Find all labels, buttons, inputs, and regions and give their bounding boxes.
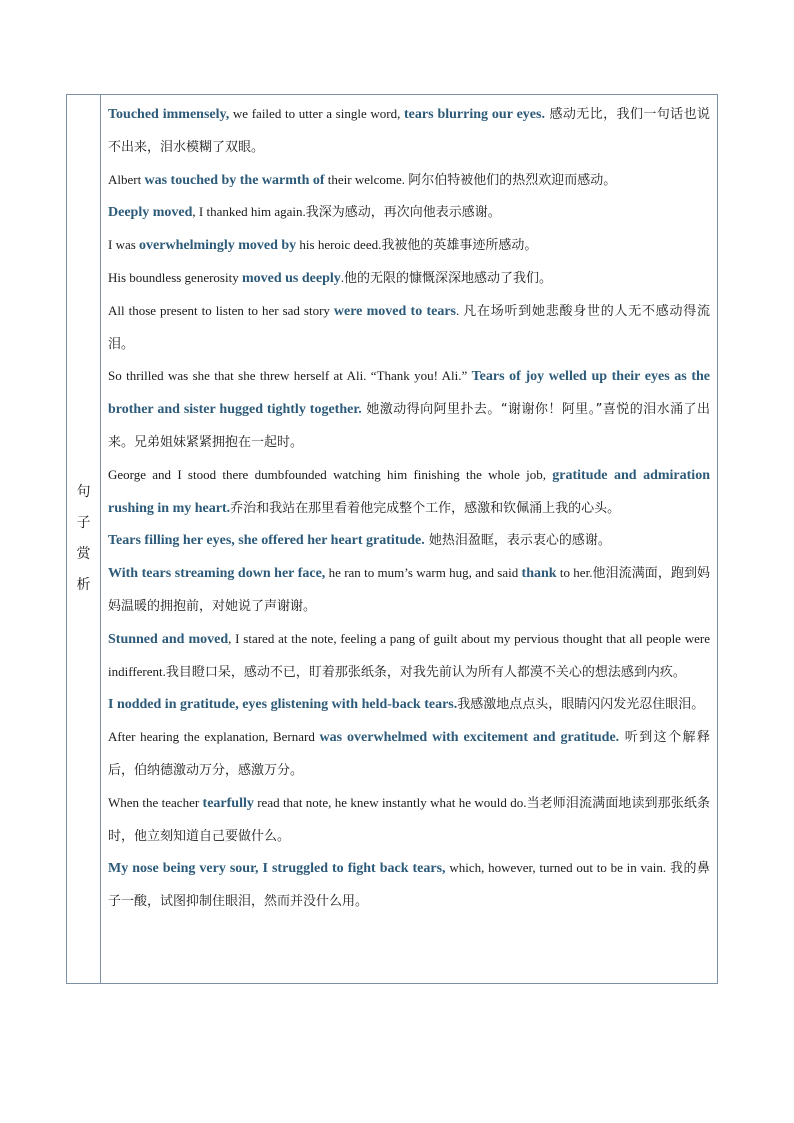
chinese-translation: 她激动得向阿里扑去。“谢谢你！阿里。”喜悦的泪水涌了出来。兄弟姐妹紧紧拥抱在一起时。: [108, 402, 710, 450]
highlighted-phrase: tearfully: [202, 795, 254, 811]
sentence-text: .: [456, 302, 464, 318]
highlighted-phrase: Deeply moved: [108, 205, 193, 221]
example-sentence: [108, 852, 710, 918]
sentence-text: His boundless generosity: [108, 269, 242, 285]
highlighted-phrase: With tears streaming down her face,: [108, 566, 326, 582]
sentence-text: When the teacher: [108, 794, 203, 810]
chinese-translation: 他泪流满面，跑到妈妈温暖的拥抱前，对她说了声谢谢。: [108, 566, 711, 614]
sentence-text: their welcome.: [324, 171, 409, 187]
highlighted-phrase: were moved to tears: [333, 303, 456, 319]
example-sentence: [108, 360, 710, 458]
example-sentence: [108, 196, 710, 229]
section-label: [67, 95, 101, 983]
chinese-translation: 她热泪盈眶，表示衷心的感谢。: [424, 533, 611, 549]
sentence-text: After hearing the explanation, Bernard: [108, 729, 320, 745]
chinese-translation: 感动无比，我们一句话也说不出来，泪水模糊了双眼。: [108, 107, 710, 155]
analysis-table: [66, 94, 718, 984]
section-label-char: 析: [76, 577, 91, 593]
sentence-text: George and I stood there dumbfounded watching him finishing the whole job,: [108, 466, 553, 482]
sentence-text: All those present to listen to her sad story: [108, 302, 334, 318]
example-sentence: [108, 688, 710, 721]
highlighted-phrase: Touched immensely,: [108, 107, 230, 122]
highlighted-phrase: was touched by the warmth of: [144, 172, 325, 188]
example-sentence: [108, 459, 710, 525]
sentence-text: to her.: [556, 565, 593, 581]
chinese-translation: 我的鼻子一酸，试图抑制住眼泪，然而并没什么用。: [108, 861, 710, 910]
sentence-text: which, however, turned out to be in vain.: [445, 860, 670, 876]
example-sentence: [108, 557, 710, 623]
chinese-translation: 凡在场听到她悲酸身世的人无不感动得流泪。: [108, 303, 710, 352]
highlighted-phrase: tears blurring our eyes.: [404, 107, 545, 122]
section-label-char: 句: [76, 484, 91, 500]
sentence-text: his heroic deed.: [296, 237, 382, 253]
example-sentence: [108, 524, 710, 557]
chinese-translation: 阿尔伯特被他们的热烈欢迎而感动。: [408, 172, 617, 188]
highlighted-phrase: My nose being very sour, I struggled to fight back tears,: [108, 861, 446, 877]
example-sentence: [108, 623, 710, 689]
section-label-char: 赏: [76, 546, 91, 562]
chinese-translation: 我深为感动，再次向他表示感谢。: [305, 205, 501, 221]
sentence-list: [101, 95, 717, 983]
example-sentence: [108, 787, 710, 853]
highlighted-phrase: moved us deeply: [241, 270, 341, 286]
sentence-text: I was: [108, 237, 140, 253]
chinese-translation: 我目瞪口呆，感动不已，盯着那张纸条，对我先前认为所有人都漠不关心的想法感到内疚。: [165, 664, 686, 680]
sentence-text: , I thanked him again.: [192, 204, 306, 220]
highlighted-phrase: thank: [521, 566, 557, 582]
sentence-text: he ran to mum’s warm hug, and said: [325, 565, 522, 581]
chinese-translation: 他的无限的慷慨深深地感动了我们。: [344, 270, 553, 286]
sentence-text: So thrilled was she that she threw herself at Ali. “Thank you! Ali.”: [108, 368, 472, 384]
example-sentence: [108, 164, 710, 197]
sentence-text: .: [340, 269, 345, 285]
example-sentence: [108, 229, 710, 262]
chinese-translation: 我感激地点点头，眼睛闪闪发光忍住眼泪。: [457, 697, 705, 713]
example-sentence: [108, 98, 710, 164]
highlighted-phrase: overwhelmingly moved by: [139, 238, 297, 254]
highlighted-phrase: Tears of joy welled up their eyes as the brother and sister hugged tightly together.: [108, 369, 710, 418]
sentence-text: Albert: [108, 171, 145, 187]
chinese-translation: 乔治和我站在那里看着他完成整个工作，感激和钦佩涌上我的心头。: [230, 500, 621, 516]
chinese-translation: 当老师泪流满面地读到那张纸条时，他立刻知道自己要做什么。: [108, 795, 710, 844]
example-sentence: [108, 262, 710, 295]
highlighted-phrase: Tears filling her eyes, she offered her heart gratitude.: [108, 533, 425, 549]
sentence-text: we failed to utter a single word,: [229, 106, 404, 121]
example-sentence: [108, 295, 710, 361]
sentence-text: , I stared at the note, feeling a pang of guilt about my pervious thought that all people were indifferent.: [108, 630, 710, 679]
chinese-translation: 听到这个解释后，伯纳德激动万分，感激万分。: [108, 730, 710, 778]
highlighted-phrase: Stunned and moved: [108, 631, 229, 647]
sentence-text: read that note, he knew instantly what he would do.: [253, 794, 527, 810]
highlighted-phrase: was overwhelmed with excitement and gratitude.: [319, 730, 620, 746]
chinese-translation: 我被他的英雄事迹所感动。: [381, 238, 538, 254]
section-label-char: 子: [76, 515, 91, 531]
highlighted-phrase: gratitude and admiration rushing in my heart.: [108, 467, 710, 516]
highlighted-phrase: I nodded in gratitude, eyes glistening with held-back tears.: [108, 697, 458, 713]
example-sentence: [108, 721, 710, 787]
